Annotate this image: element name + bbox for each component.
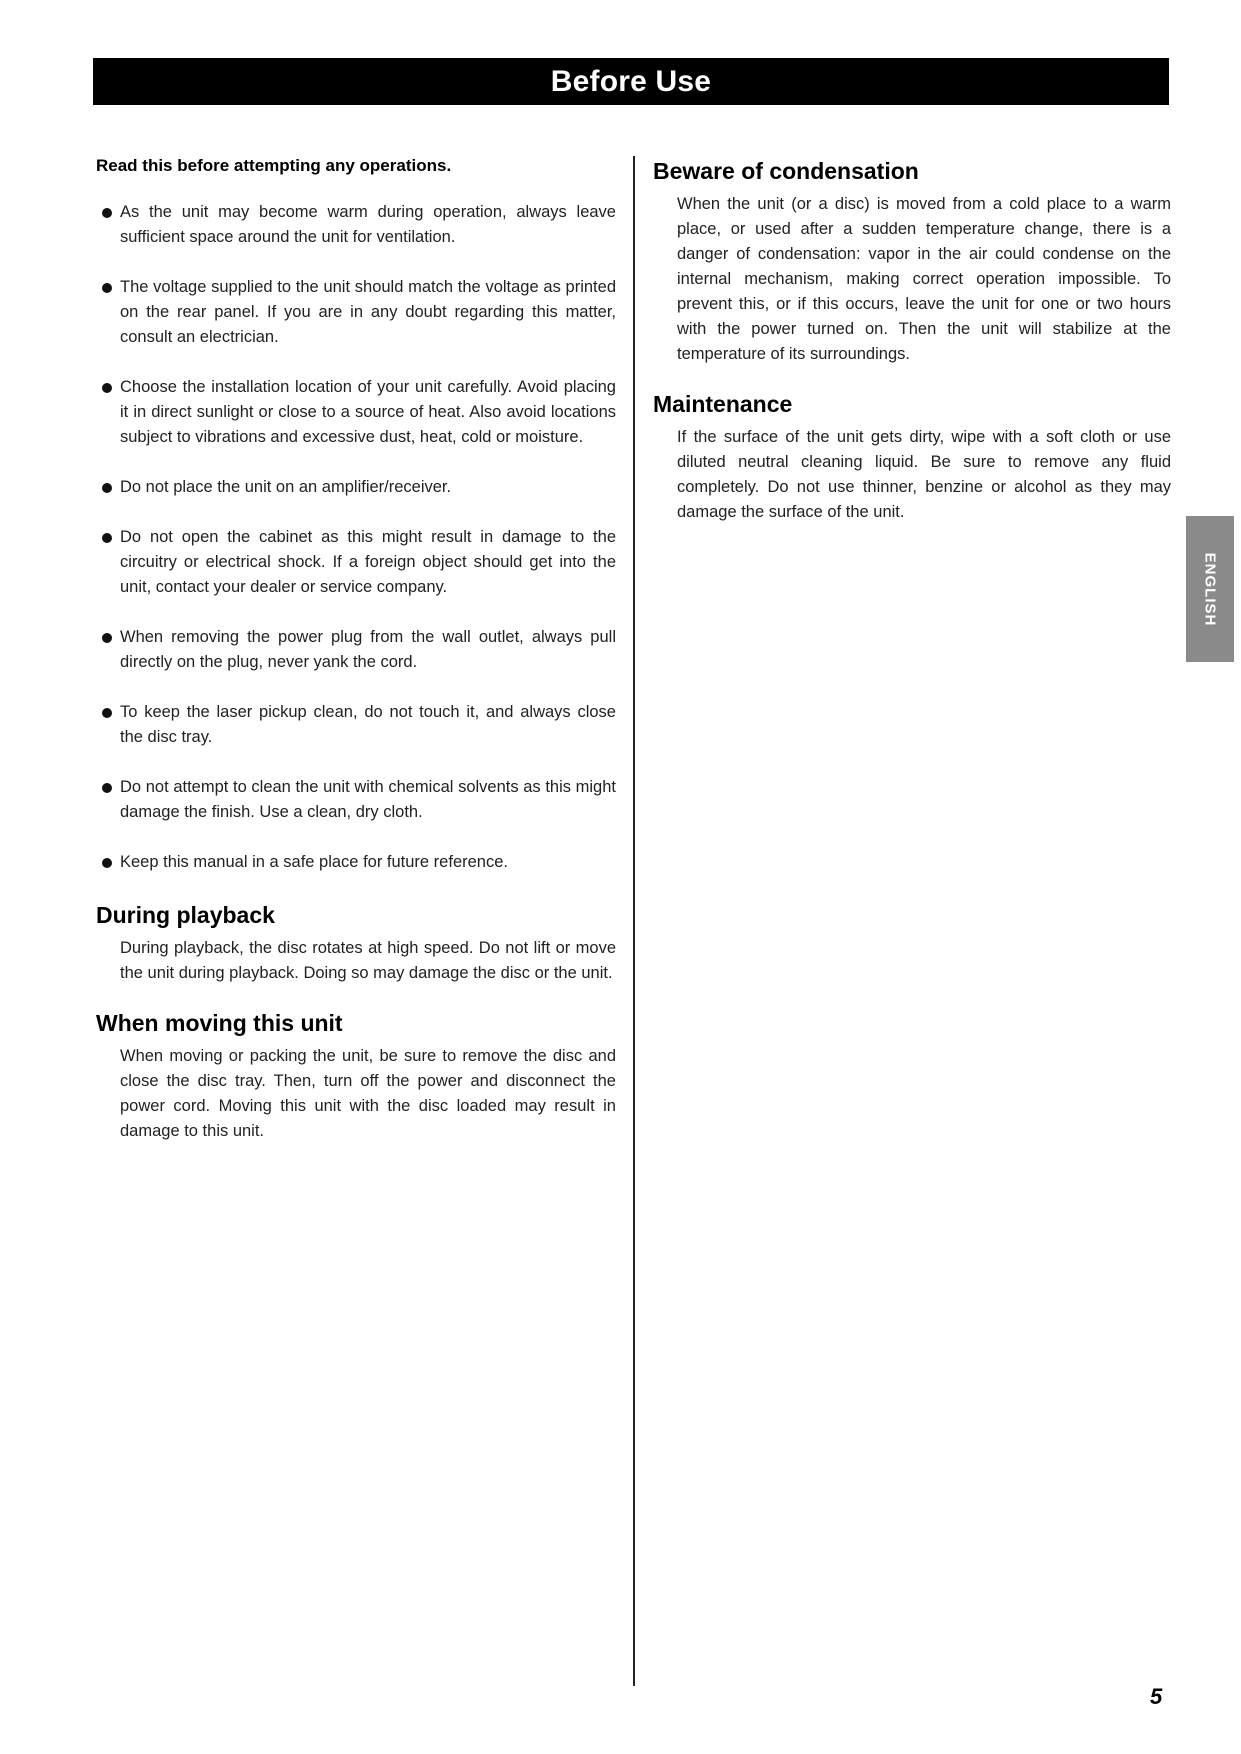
list-item: Keep this manual in a safe place for future reference.: [96, 850, 616, 875]
list-item: Choose the installation location of your unit carefully. Avoid placing it in direct sunlight or close to a source of heat. Also avoid locations subject to vibrations and excessive dust, heat, cold or moisture.: [96, 375, 616, 450]
condensation-body: When the unit (or a disc) is moved from a cold place to a warm place, or used after a sudden temperature change, there is a danger of condensation: vapor in the air could condense on the internal mechanism, making correct operation impossible. To prevent this, or if this occurs, leave the unit for one or two hours with the power turned on. Then the unit will stabilize at the temperature of its surroundings.: [677, 195, 1171, 363]
maintenance-body: If the surface of the unit gets dirty, wipe with a soft cloth or use diluted neutral cleaning liquid. Be sure to remove any fluid completely. Do not use thinner, benzine or alcohol as they may damage the surface of the unit.: [677, 428, 1171, 521]
bullet-icon: [102, 283, 112, 293]
during-playback-body: During playback, the disc rotates at high speed. Do not lift or move the unit during playback. Doing so may damage the disc or the unit.: [120, 939, 616, 982]
language-tab-label: ENGLISH: [1201, 552, 1219, 626]
left-column: [96, 156, 616, 1166]
column-divider: [633, 156, 635, 1686]
moving-heading: When moving this unit: [96, 1010, 343, 1036]
bullet-icon: [102, 708, 112, 718]
page-number: 5: [1150, 1684, 1163, 1709]
maintenance-heading: Maintenance: [653, 391, 793, 417]
bullet-icon: [102, 383, 112, 393]
bullet-icon: [102, 483, 112, 493]
during-playback-heading: During playback: [96, 902, 275, 928]
list-item: When removing the power plug from the wall outlet, always pull directly on the plug, never yank the cord.: [96, 625, 616, 675]
intro-text: Read this before attempting any operations.: [96, 156, 452, 175]
list-item: The voltage supplied to the unit should match the voltage as printed on the rear panel. If you are in any doubt regarding this matter, consult an electrician.: [96, 275, 616, 350]
bullet-icon: [102, 858, 112, 868]
precautions-list: [96, 200, 616, 875]
right-column: [653, 156, 1171, 547]
condensation-heading: Beware of condensation: [653, 158, 919, 184]
bullet-icon: [102, 208, 112, 218]
language-tab: [1186, 516, 1234, 662]
list-item: Do not place the unit on an amplifier/receiver.: [96, 475, 616, 500]
bullet-icon: [102, 633, 112, 643]
list-item: To keep the laser pickup clean, do not touch it, and always close the disc tray.: [96, 700, 616, 750]
moving-body: When moving or packing the unit, be sure to remove the disc and close the disc tray. Then, turn off the power and disconnect the power cord. Moving this unit with the disc loaded may result in damage to this unit.: [120, 1047, 616, 1140]
list-item: Do not attempt to clean the unit with chemical solvents as this might damage the finish. Use a clean, dry cloth.: [96, 775, 616, 825]
bullet-icon: [102, 783, 112, 793]
bullet-icon: [102, 533, 112, 543]
list-item: As the unit may become warm during operation, always leave sufficient space around the unit for ventilation.: [96, 200, 616, 250]
page-title: Before Use: [93, 58, 1169, 105]
list-item: Do not open the cabinet as this might result in damage to the circuitry or electrical shock. If a foreign object should get into the unit, contact your dealer or service company.: [96, 525, 616, 600]
